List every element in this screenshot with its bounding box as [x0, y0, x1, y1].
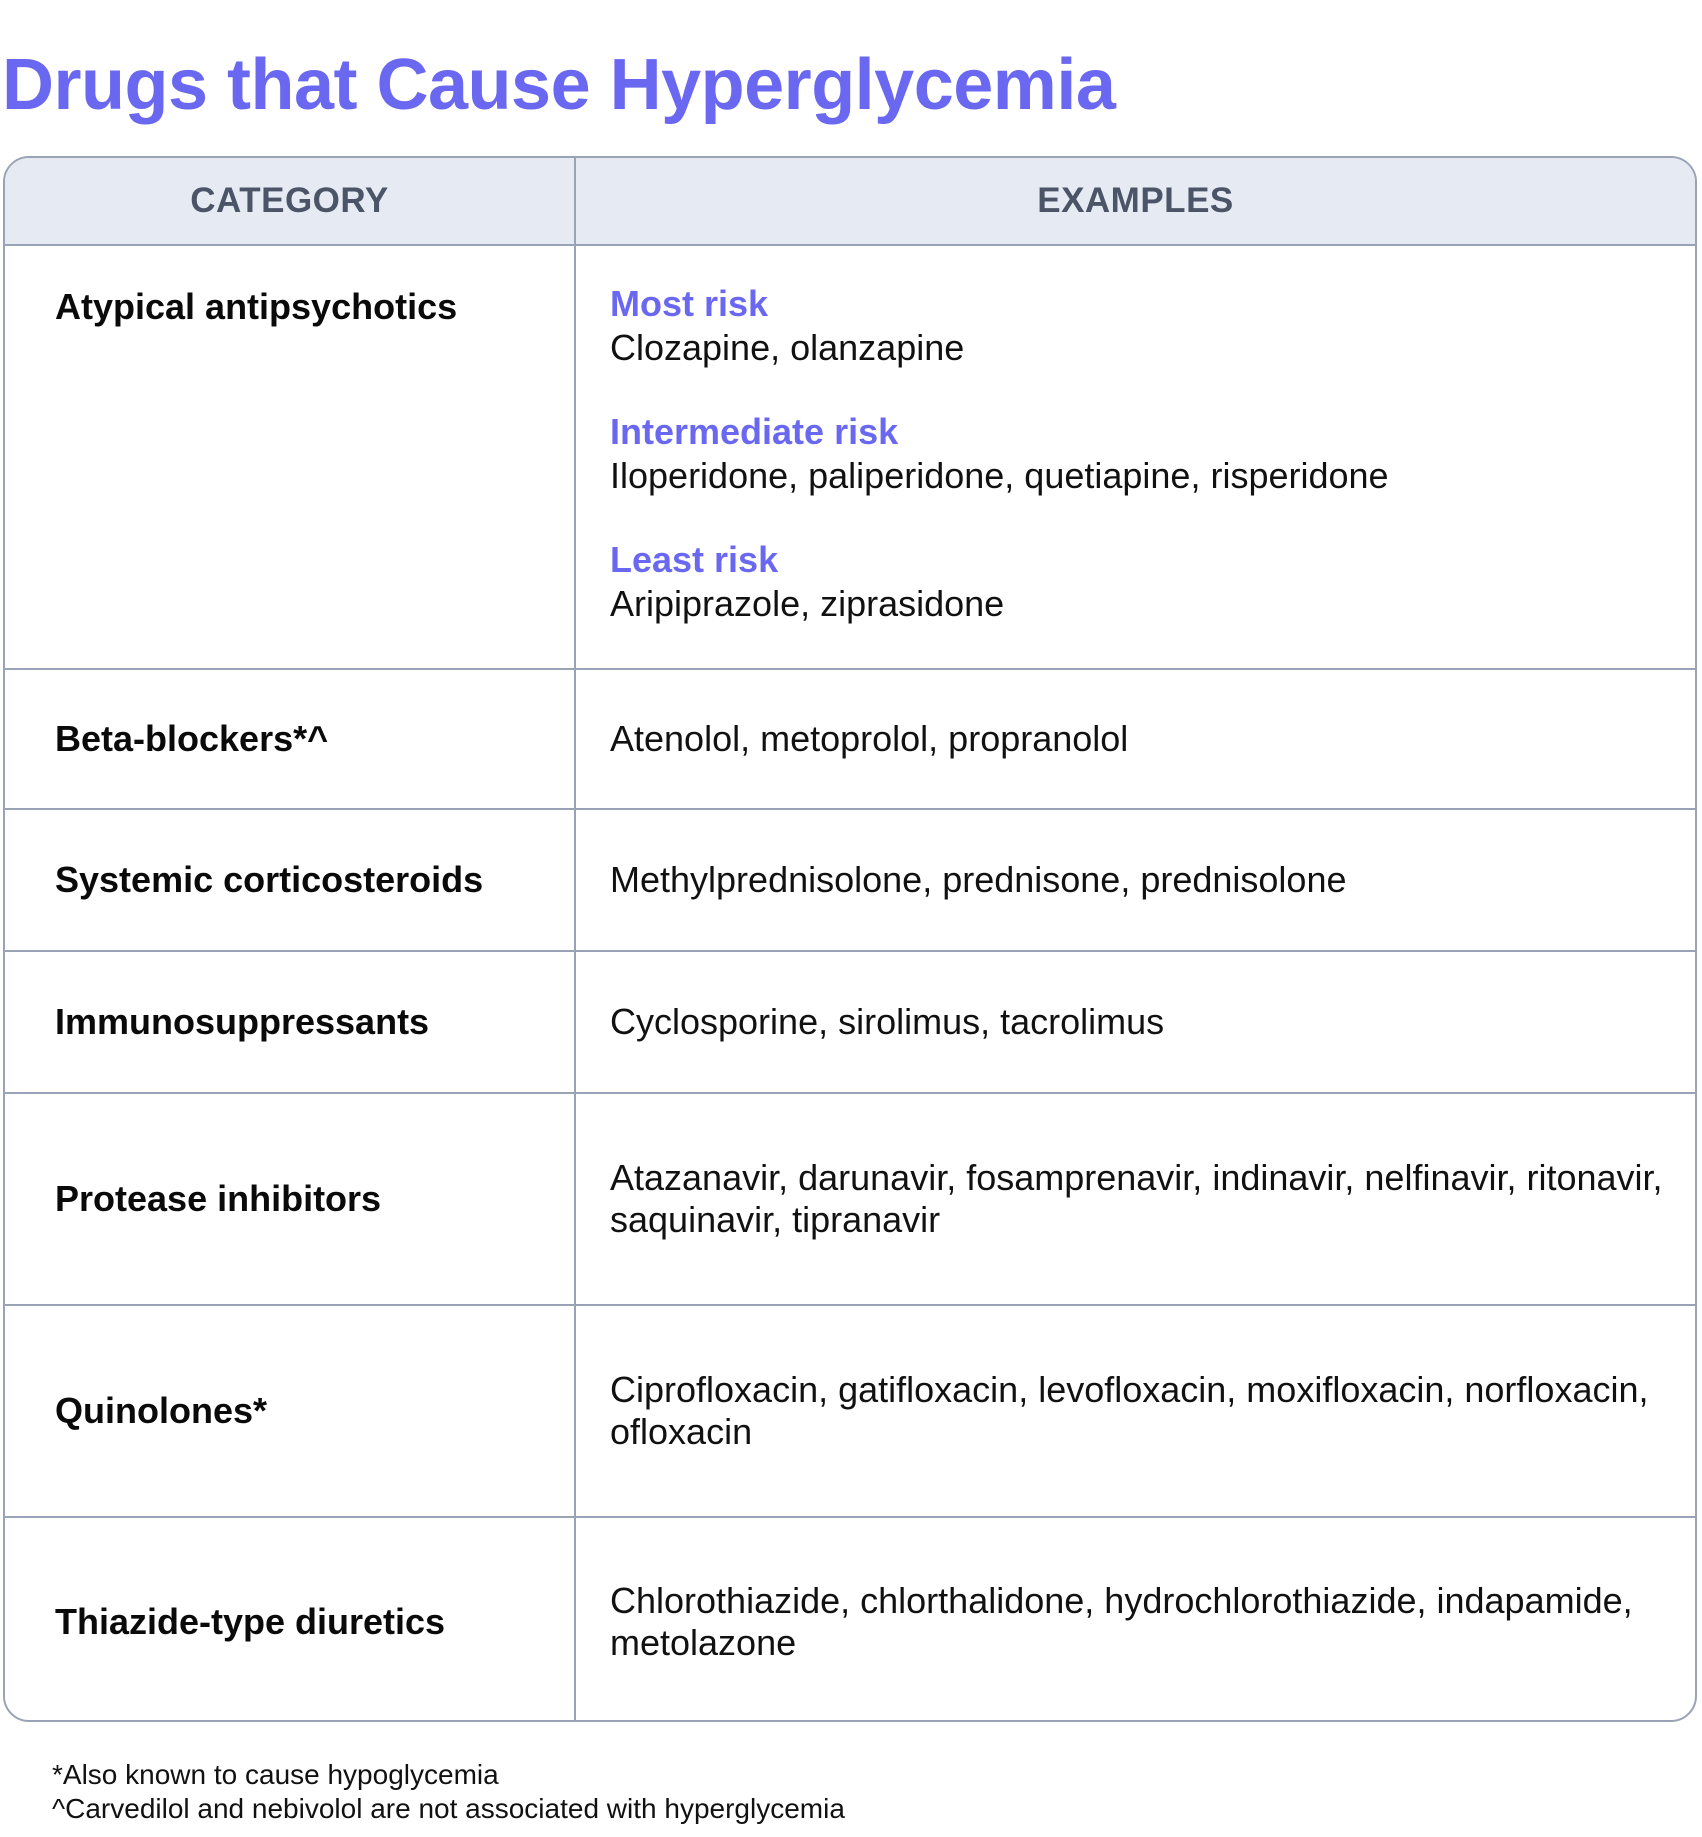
table-row — [5, 1518, 1695, 1722]
footnote: ^Carvedilol and nebivolol are not associated with hyperglycemia — [52, 1793, 845, 1824]
examples-cell — [576, 246, 1695, 668]
category-column-header: CATEGORY — [5, 158, 576, 244]
category-cell: Systemic corticosteroids — [5, 810, 576, 950]
category-cell: Immunosuppressants — [5, 952, 576, 1092]
table-row — [5, 952, 1695, 1094]
risk-drugs: Clozapine, olanzapine — [610, 327, 965, 368]
category-cell: Beta-blockers*^ — [5, 670, 576, 808]
examples-cell: Cyclosporine, sirolimus, tacrolimus — [610, 1001, 1165, 1042]
risk-label: Intermediate risk — [610, 411, 899, 452]
drug-table — [3, 156, 1697, 1722]
examples-column-header: EXAMPLES — [1037, 181, 1234, 220]
risk-group — [610, 410, 1665, 498]
table-row — [5, 670, 1695, 810]
risk-group — [610, 538, 1665, 626]
risk-drugs: Iloperidone, paliperidone, quetiapine, risperidone — [610, 455, 1389, 496]
table-row — [5, 246, 1695, 670]
footnote: *Also known to cause hypoglycemia — [52, 1759, 499, 1790]
examples-cell: Chlorothiazide, chlorthalidone, hydrochlorothiazide, indapamide, metolazone — [610, 1580, 1633, 1663]
risk-drugs: Aripiprazole, ziprasidone — [610, 583, 1005, 624]
risk-group — [610, 282, 1665, 370]
examples-cell: Atazanavir, darunavir, fosamprenavir, indinavir, nelfinavir, ritonavir, saquinavir, tipranavir — [610, 1157, 1663, 1240]
category-cell: Thiazide-type diuretics — [5, 1518, 576, 1722]
table-row — [5, 1306, 1695, 1518]
table-row — [5, 1094, 1695, 1306]
page-title: Drugs that Cause Hyperglycemia — [2, 45, 1116, 125]
category-cell: Atypical antipsychotics — [5, 246, 576, 668]
risk-label: Least risk — [610, 539, 779, 580]
footnotes — [52, 1758, 845, 1826]
table-header-row — [5, 158, 1695, 246]
examples-cell: Ciprofloxacin, gatifloxacin, levofloxacin, moxifloxacin, norfloxacin, ofloxacin — [610, 1369, 1649, 1452]
table-row — [5, 810, 1695, 952]
category-cell: Quinolones* — [5, 1306, 576, 1516]
examples-cell: Atenolol, metoprolol, propranolol — [610, 718, 1129, 759]
examples-cell: Methylprednisolone, prednisone, prednisolone — [610, 859, 1347, 900]
risk-label: Most risk — [610, 283, 769, 324]
category-cell: Protease inhibitors — [5, 1094, 576, 1304]
